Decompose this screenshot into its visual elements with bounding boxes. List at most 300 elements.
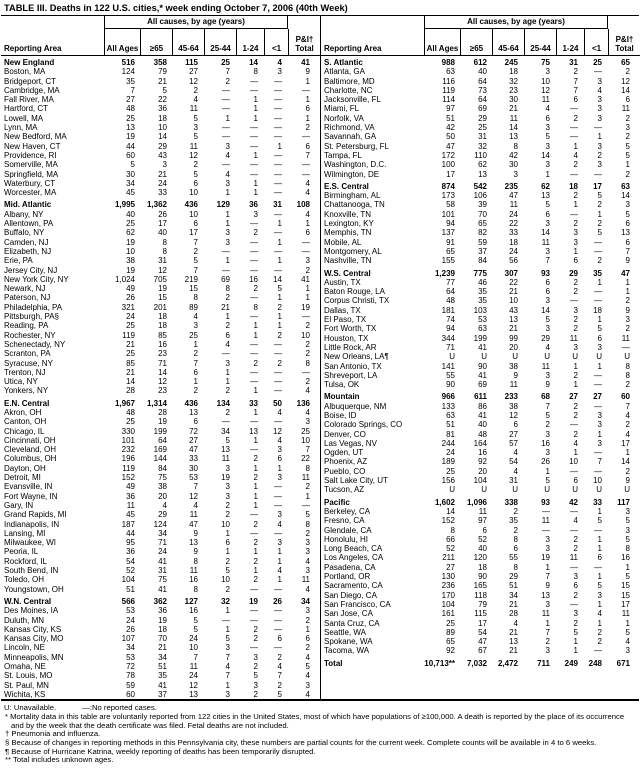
value-cell: — — [274, 76, 282, 86]
value-cell: 2 — [193, 386, 198, 396]
city-row — [1, 566, 320, 575]
value-cell: — — [250, 141, 258, 151]
value-cell: 6 — [573, 581, 578, 591]
value-cell: 5 — [193, 113, 198, 123]
value-cell: 18 — [478, 562, 487, 572]
value-cell: 36 — [126, 547, 135, 557]
value-cell: 1 — [253, 188, 258, 198]
city-row — [1, 210, 320, 219]
value-cell: 3 — [597, 160, 602, 170]
reporting-area-cell: Total — [324, 658, 343, 668]
reporting-area-cell: Pasadena, CA — [324, 562, 376, 572]
value-cell: 11 — [301, 473, 310, 483]
value-cell: 3 — [545, 160, 550, 170]
city-row — [321, 170, 640, 179]
value-cell: 3 — [597, 410, 602, 420]
value-cell: — — [594, 370, 602, 380]
value-cell: 1 — [225, 624, 230, 634]
value-cell: 33 — [158, 188, 167, 198]
value-cell: 705 — [153, 274, 167, 284]
value-cell: 17 — [621, 438, 630, 448]
value-cell: 6 — [545, 113, 550, 123]
reporting-area-cell: Columbus, OH — [4, 454, 57, 464]
reporting-area-cell: Salt Lake City, UT — [324, 476, 388, 486]
value-cell: 59 — [126, 680, 135, 690]
reporting-area-cell: Charlotte, NC — [324, 85, 373, 95]
value-cell: 85 — [126, 358, 135, 368]
city-row — [321, 402, 640, 411]
value-cell: — — [250, 160, 258, 170]
value-cell: 3 — [305, 566, 310, 576]
value-cell: 1 — [193, 377, 198, 387]
value-cell: 14 — [446, 506, 455, 516]
value-cell: 91 — [446, 237, 455, 247]
column-header-reporting-area: Reporting Area — [4, 43, 62, 53]
value-cell: 22 — [301, 454, 310, 464]
value-cell: 6 — [305, 104, 310, 114]
city-row — [1, 114, 320, 123]
value-cell: 5 — [305, 510, 310, 520]
value-cell: 78 — [126, 671, 135, 681]
value-cell: 2 — [573, 160, 578, 170]
value-cell: 358 — [153, 58, 167, 67]
value-cell: — — [274, 188, 282, 198]
city-row — [321, 439, 640, 448]
value-cell: 1 — [225, 312, 230, 322]
value-cell: 29 — [509, 572, 518, 582]
reporting-area-cell: Honolulu, HI — [324, 534, 369, 544]
value-cell: — — [274, 482, 282, 492]
city-row — [1, 606, 320, 615]
value-cell: 2 — [253, 358, 258, 368]
value-cell: 15 — [621, 581, 630, 591]
value-cell: 63 — [446, 410, 455, 420]
value-cell: 3 — [513, 169, 518, 179]
value-cell: 3 — [305, 538, 310, 548]
city-row — [1, 293, 320, 302]
value-cell: 21 — [126, 339, 135, 349]
value-cell: 1 — [253, 150, 258, 160]
value-cell: 235 — [504, 181, 518, 191]
value-cell: 13 — [126, 123, 135, 133]
value-cell: 25 — [126, 113, 135, 123]
value-cell: 25 — [221, 58, 230, 67]
city-row — [321, 334, 640, 343]
value-cell: — — [570, 209, 578, 219]
value-cell: 34 — [126, 178, 135, 188]
value-cell: 18 — [158, 312, 167, 322]
value-cell: 5 — [625, 534, 630, 544]
value-cell: 4 — [277, 58, 282, 67]
city-row — [1, 417, 320, 426]
column-header-under1: <1 — [584, 29, 608, 55]
value-cell: 2 — [225, 584, 230, 594]
reporting-area-cell: Dallas, TX — [324, 305, 361, 315]
value-cell: U — [624, 352, 630, 362]
value-cell: 7 — [225, 67, 230, 77]
value-cell: 10 — [301, 330, 310, 340]
value-cell: 6 — [625, 237, 630, 247]
value-cell: 4 — [305, 188, 310, 198]
value-cell: 1 — [277, 141, 282, 151]
value-cell: 2 — [625, 67, 630, 77]
value-cell: 64 — [158, 435, 167, 445]
value-cell: 1 — [625, 618, 630, 628]
value-cell: 20 — [478, 466, 487, 476]
value-cell: 4 — [625, 410, 630, 420]
reporting-area-cell: Cambridge, MA — [4, 85, 60, 95]
value-cell: — — [274, 160, 282, 170]
reporting-area-cell: Lynn, MA — [4, 123, 38, 133]
value-cell: 7 — [193, 652, 198, 662]
value-cell: 14 — [541, 228, 550, 238]
value-cell: 3 — [625, 646, 630, 656]
value-cell: 1 — [573, 448, 578, 458]
city-row — [1, 547, 320, 556]
value-cell: 15 — [621, 590, 630, 600]
reporting-area-cell: Baltimore, MD — [324, 76, 375, 86]
value-cell: 2 — [545, 637, 550, 647]
value-cell: — — [250, 237, 258, 247]
value-cell: 25 — [446, 466, 455, 476]
value-cell: 35 — [593, 268, 602, 278]
region-row — [1, 200, 320, 209]
value-cell: 1 — [597, 544, 602, 554]
reporting-area-cell: Schenectady, NY — [4, 339, 66, 349]
value-cell: 2 — [625, 466, 630, 476]
value-cell: 66 — [446, 534, 455, 544]
value-cell: 13 — [249, 426, 258, 436]
value-cell: 7 — [225, 671, 230, 681]
value-cell: — — [250, 293, 258, 303]
value-cell: 211 — [442, 553, 455, 563]
reporting-area-cell: Portland, OR — [324, 572, 371, 582]
value-cell: 8 — [513, 562, 518, 572]
value-cell: 3 — [545, 448, 550, 458]
value-cell: 25 — [126, 349, 135, 359]
value-cell: 711 — [537, 658, 550, 668]
value-cell: 233 — [504, 392, 518, 402]
value-cell: 7 — [545, 256, 550, 266]
value-cell: 90 — [446, 380, 455, 390]
value-cell: U — [596, 485, 602, 495]
value-cell: 4 — [305, 386, 310, 396]
value-cell: 101 — [441, 209, 455, 219]
value-cell: 6 — [193, 219, 198, 229]
value-cell: — — [274, 386, 282, 396]
value-cell: 1 — [545, 466, 550, 476]
value-cell: 2 — [225, 76, 230, 86]
value-cell: — — [594, 246, 602, 256]
value-cell: 3 — [277, 473, 282, 483]
value-cell: 31 — [478, 132, 487, 142]
value-cell: 2 — [225, 321, 230, 331]
value-cell: 3 — [545, 324, 550, 334]
value-cell: 542 — [473, 181, 487, 191]
value-cell: — — [222, 265, 230, 275]
value-cell: 196 — [121, 454, 135, 464]
value-cell: 18 — [509, 67, 518, 77]
value-cell: 219 — [184, 274, 198, 284]
value-cell: 24 — [446, 448, 455, 458]
city-row — [1, 77, 320, 86]
reporting-area-cell: Rockford, IL — [4, 556, 48, 566]
value-cell: 48 — [478, 429, 487, 439]
value-cell: 1 — [277, 321, 282, 331]
value-cell: — — [274, 178, 282, 188]
city-row — [1, 681, 320, 690]
value-cell: 18 — [593, 305, 602, 315]
value-cell: U — [624, 485, 630, 495]
city-row — [1, 662, 320, 671]
value-cell: 36 — [249, 200, 258, 210]
value-cell: 16 — [189, 575, 198, 585]
reporting-area-cell: Hartford, CT — [4, 104, 49, 114]
city-row — [321, 95, 640, 104]
value-cell: — — [274, 500, 282, 510]
value-cell: 65 — [446, 246, 455, 256]
value-cell: 13 — [621, 228, 630, 238]
reporting-area-cell: Tacoma, WA — [324, 646, 370, 656]
city-row — [321, 467, 640, 476]
value-cell: 11 — [541, 516, 550, 526]
value-cell: 3 — [545, 219, 550, 229]
footnote-no-cases: —:No reported cases. — [82, 703, 157, 713]
value-cell: 17 — [593, 181, 602, 191]
reporting-area-cell: Wichita, KS — [4, 689, 46, 699]
value-cell: 232 — [121, 445, 135, 455]
value-cell: 24 — [189, 671, 198, 681]
value-cell: 65 — [621, 58, 630, 67]
value-cell: 34 — [221, 426, 230, 436]
value-cell: 187 — [121, 519, 135, 529]
reporting-area-cell: New England — [4, 58, 55, 67]
value-cell: 516 — [121, 58, 135, 67]
value-cell: 47 — [446, 141, 455, 151]
value-cell: 3 — [545, 246, 550, 256]
value-cell: 11 — [189, 104, 198, 114]
value-cell: 40 — [478, 67, 487, 77]
value-cell: — — [250, 528, 258, 538]
value-cell: 4 — [625, 429, 630, 439]
value-cell: 10 — [126, 246, 135, 256]
value-cell: 6 — [277, 634, 282, 644]
reporting-area-cell: Grand Rapids, MI — [4, 510, 67, 520]
value-cell: 4 — [573, 150, 578, 160]
value-cell: 7 — [305, 150, 310, 160]
city-row — [321, 420, 640, 429]
value-cell: 7 — [225, 652, 230, 662]
value-cell: 2 — [573, 544, 578, 554]
value-cell: — — [250, 606, 258, 616]
value-cell: 1 — [277, 293, 282, 303]
value-cell: 35 — [126, 76, 135, 86]
value-cell: 5 — [193, 624, 198, 634]
value-cell: 71 — [446, 342, 455, 352]
column-header-65plus: ≥65 — [460, 29, 492, 55]
value-cell: 99 — [509, 333, 518, 343]
value-cell: 566 — [121, 596, 135, 606]
column-header-all-ages: All Ages — [104, 29, 140, 55]
value-cell: 62 — [478, 160, 487, 170]
city-row — [321, 563, 640, 572]
value-cell: 10 — [189, 209, 198, 219]
value-cell: 1 — [573, 637, 578, 647]
city-row — [1, 427, 320, 436]
value-cell: 69 — [221, 274, 230, 284]
reporting-area-cell: Las Vegas, NV — [324, 438, 377, 448]
value-cell: 73 — [478, 85, 487, 95]
value-cell: 2 — [193, 160, 198, 170]
value-cell: 5 — [545, 476, 550, 486]
value-cell: 5 — [545, 132, 550, 142]
value-cell: — — [594, 380, 602, 390]
value-cell: 86 — [478, 401, 487, 411]
value-cell: — — [250, 132, 258, 142]
value-cell: — — [570, 525, 578, 535]
value-cell: 19 — [126, 132, 135, 142]
value-cell: 31 — [509, 476, 518, 486]
value-cell: 64 — [446, 287, 455, 297]
value-cell: 2 — [573, 590, 578, 600]
value-cell: 9 — [625, 256, 630, 266]
value-cell: 11 — [569, 333, 578, 343]
value-cell: 107 — [121, 634, 135, 644]
value-cell: 5 — [225, 566, 230, 576]
value-cell: 161 — [441, 609, 455, 619]
value-cell: 71 — [158, 358, 167, 368]
value-cell: — — [274, 246, 282, 256]
reporting-area-cell: New York City, NY — [4, 274, 69, 284]
value-cell: 14 — [126, 377, 135, 387]
value-cell: 3 — [225, 643, 230, 653]
value-cell: 57 — [509, 438, 518, 448]
value-cell: 26 — [126, 624, 135, 634]
value-cell: 75 — [158, 575, 167, 585]
value-cell: — — [274, 169, 282, 179]
value-cell: 5 — [597, 191, 602, 201]
value-cell: 3 — [625, 200, 630, 210]
value-cell: 110 — [474, 150, 487, 160]
value-cell: 12 — [541, 85, 550, 95]
value-cell: 53 — [126, 652, 135, 662]
value-cell: 9 — [625, 305, 630, 315]
value-cell: 51 — [509, 581, 518, 591]
value-cell: 1 — [193, 339, 198, 349]
left-table-header — [1, 16, 320, 56]
value-cell: 14 — [158, 367, 167, 377]
value-cell: 134 — [216, 398, 230, 408]
city-row — [1, 247, 320, 256]
column-header-1-24: 1-24 — [556, 29, 584, 55]
value-cell: 69 — [478, 104, 487, 114]
value-cell: 2 — [573, 401, 578, 411]
value-cell: 103 — [473, 305, 487, 315]
value-cell: 5 — [625, 627, 630, 637]
value-cell: 1 — [573, 141, 578, 151]
value-cell: 6 — [513, 544, 518, 554]
value-cell: 11 — [621, 104, 630, 114]
value-cell: 16 — [621, 553, 630, 563]
value-cell: 10 — [301, 435, 310, 445]
value-cell: 11 — [189, 141, 198, 151]
value-cell: — — [302, 160, 310, 170]
value-cell: — — [250, 219, 258, 229]
value-cell: 11 — [621, 609, 630, 619]
value-cell: 2 — [225, 293, 230, 303]
value-cell: 79 — [158, 67, 167, 77]
value-cell: 1 — [253, 482, 258, 492]
value-cell: 5 — [253, 671, 258, 681]
value-cell: 21 — [158, 76, 167, 86]
value-cell: 6 — [305, 141, 310, 151]
city-row — [321, 430, 640, 439]
value-cell: 3 — [305, 417, 310, 427]
region-row — [321, 659, 640, 668]
value-cell: 1 — [305, 491, 310, 501]
reporting-area-cell: Atlanta, GA — [324, 67, 365, 77]
value-cell: 5 — [625, 141, 630, 151]
value-cell: 47 — [189, 519, 198, 529]
reporting-area-cell: Albany, NY — [4, 209, 44, 219]
value-cell: 24 — [509, 209, 518, 219]
city-row — [1, 368, 320, 377]
value-cell: 119 — [122, 463, 135, 473]
value-cell: 5 — [597, 324, 602, 334]
value-cell: 47 — [621, 268, 630, 278]
reporting-area-cell: Scranton, PA — [4, 349, 51, 359]
reporting-area-cell: Mountain — [324, 392, 360, 402]
reporting-area-cell: Memphis, TN — [324, 228, 372, 238]
city-row — [321, 591, 640, 600]
value-cell: 54 — [509, 457, 518, 467]
value-cell: 21 — [158, 643, 167, 653]
value-cell: 48 — [126, 104, 135, 114]
value-cell: 2 — [597, 256, 602, 266]
value-cell: — — [594, 123, 602, 133]
city-row — [321, 247, 640, 256]
value-cell: — — [302, 246, 310, 256]
value-cell: 10 — [189, 643, 198, 653]
value-cell: — — [594, 296, 602, 306]
value-cell: 19 — [541, 553, 550, 563]
reporting-area-cell: Philadelphia, PA — [4, 302, 63, 312]
value-cell: 2 — [253, 519, 258, 529]
value-cell: 5 — [545, 410, 550, 420]
value-cell: 199 — [153, 426, 167, 436]
value-cell: 1 — [253, 321, 258, 331]
city-row — [321, 646, 640, 655]
value-cell: 36 — [158, 606, 167, 616]
value-cell: 1 — [625, 287, 630, 297]
city-row — [1, 266, 320, 275]
value-cell: 3 — [545, 534, 550, 544]
reporting-area-cell: Richmond, VA — [324, 123, 375, 133]
value-cell: 436 — [184, 398, 198, 408]
city-row — [1, 445, 320, 454]
value-cell: 1 — [277, 219, 282, 229]
value-cell: 22 — [509, 277, 518, 287]
value-cell: 7 — [545, 572, 550, 582]
value-cell: 40 — [478, 420, 487, 430]
value-cell: 330 — [121, 426, 135, 436]
city-row — [1, 653, 320, 662]
value-cell: 10 — [509, 296, 518, 306]
value-cell: 106 — [473, 191, 487, 201]
value-cell: 2 — [573, 534, 578, 544]
value-cell: 13 — [221, 445, 230, 455]
value-cell: 9 — [193, 547, 198, 557]
